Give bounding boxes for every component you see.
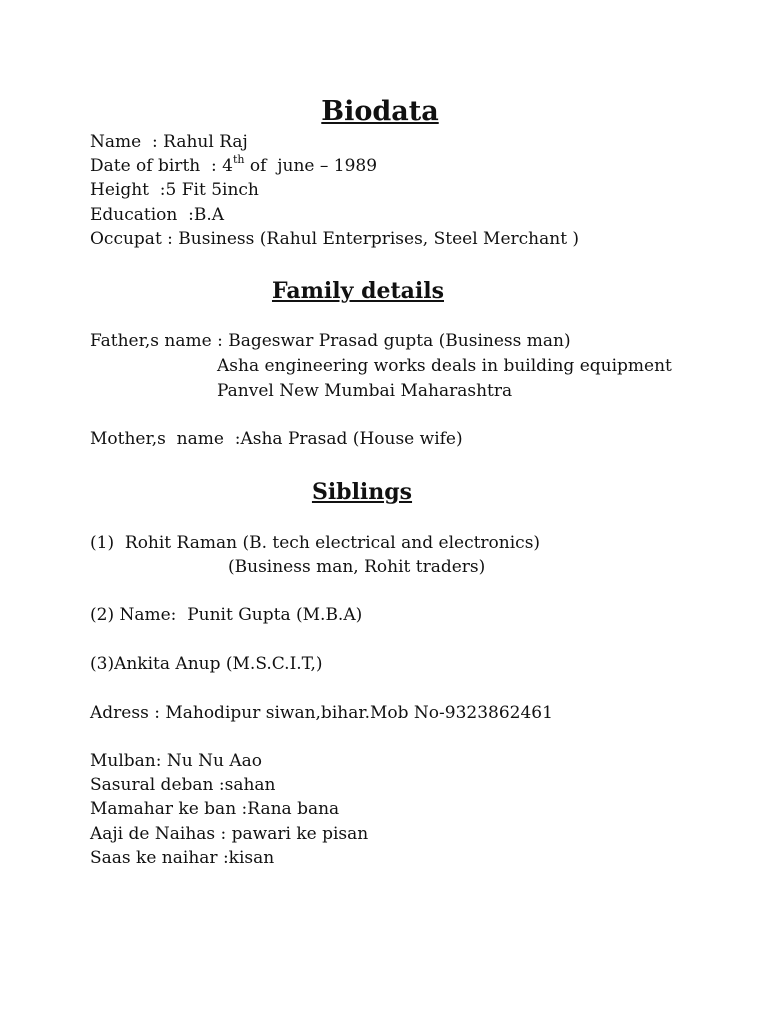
- name-line: Name : Rahul Raj: [90, 132, 248, 152]
- aaji-line: Aaji de Naihas : pawari ke pisan: [90, 824, 369, 844]
- occupation-line: Occupat : Business (Rahul Enterprises, Steel Merchant ): [90, 229, 580, 249]
- sibling-2-line: (2) Name: Punit Gupta (M.B.A): [90, 605, 363, 625]
- family-details-heading: Family details: [271, 278, 444, 304]
- education-line: Education :B.A: [90, 205, 225, 225]
- saas-line: Saas ke naihar :kisan: [90, 848, 275, 868]
- sibling-1-line-2: (Business man, Rohit traders): [228, 557, 486, 577]
- sibling-3-line: (3)Ankita Anup (M.S.C.I.T,): [90, 654, 323, 674]
- address-line: Adress : Mahodipur siwan,bihar.Mob No-9323862461: [90, 703, 553, 723]
- mother-line: Mother,s name :Asha Prasad (House wife): [90, 429, 463, 449]
- dob-prefix: Date of birth : 4: [90, 156, 233, 176]
- dob-line: [90, 153, 378, 176]
- father-line-3: Panvel New Mumbai Maharashtra: [217, 381, 513, 401]
- mulban-line: Mulban: Nu Nu Aao: [90, 751, 262, 771]
- dob-suffix: of june – 1989: [244, 156, 378, 176]
- siblings-heading: Siblings: [311, 479, 413, 505]
- sasural-line: Sasural deban :sahan: [90, 775, 276, 795]
- height-line: Height :5 Fit 5inch: [90, 180, 259, 200]
- dob-superscript: th: [232, 153, 245, 167]
- mamahar-line: Mamahar ke ban :Rana bana: [90, 799, 340, 819]
- page-title: Biodata: [321, 96, 439, 127]
- father-line-1: Father,s name : Bageswar Prasad gupta (Business man): [90, 331, 571, 351]
- sibling-1-line-1: (1) Rohit Raman (B. tech electrical and electronics): [90, 533, 541, 553]
- father-line-2: Asha engineering works deals in building equipment: [217, 356, 672, 376]
